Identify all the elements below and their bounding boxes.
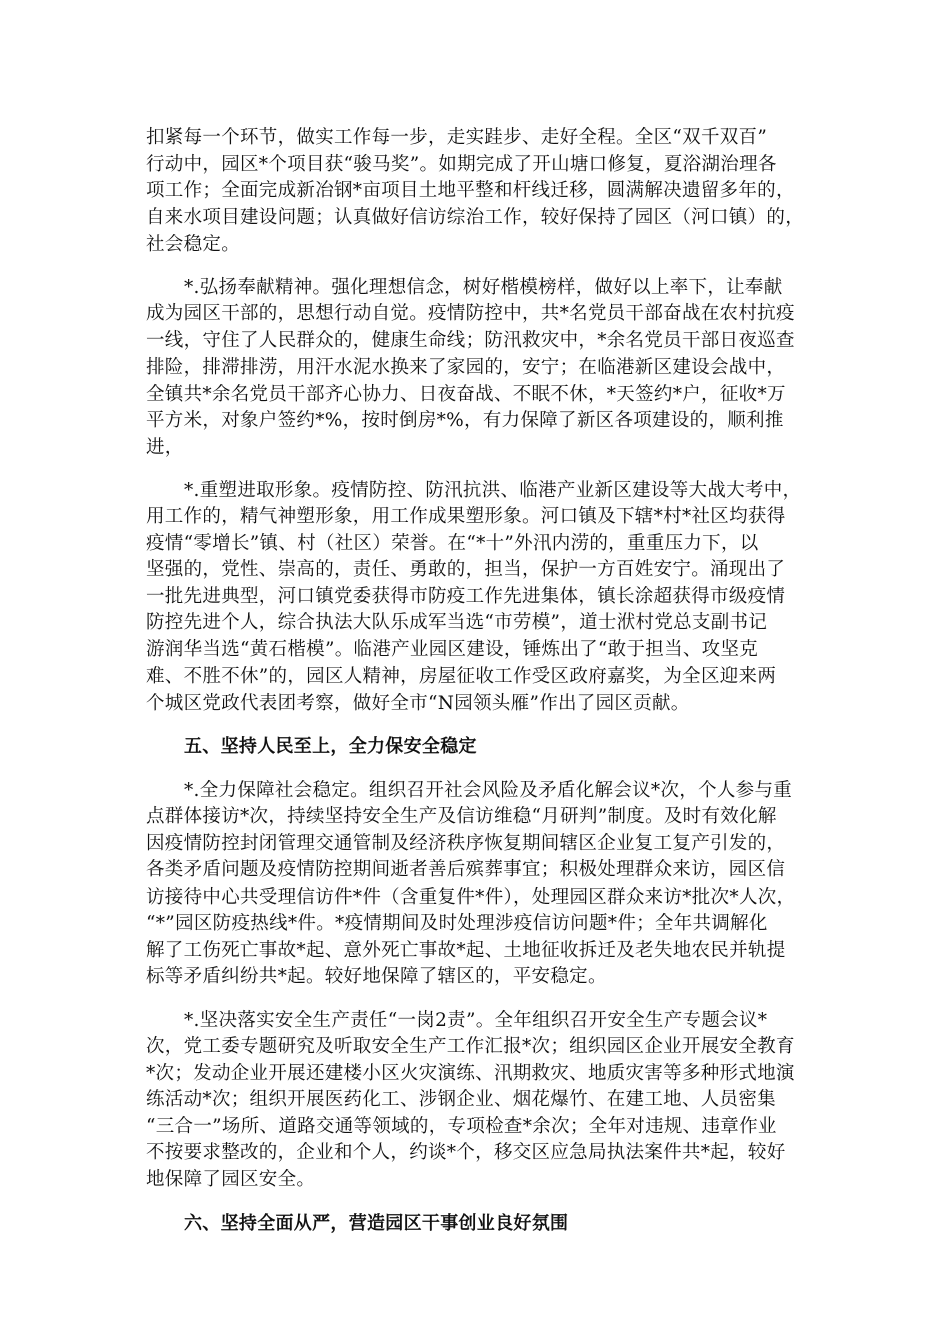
text-line: 坚强的，党性、崇高的，责任、勇敢的，担当，保护一方百姓安宁。涌现出了 (146, 559, 786, 581)
text-line: 用工作的，精气神塑形象，用工作成果塑形象。河口镇及下辖*村*社区均获得 (146, 505, 786, 527)
text-line: 排险，排滞排涝，用汗水泥水换来了家园的，安宁；在临港新区建设会战中， (146, 356, 786, 378)
text-line: 社会稳定。 (146, 233, 241, 255)
text-line: 扣紧每一个环节，做实工作每一步，走实跬步、走好全程。全区“双千双百” (146, 127, 768, 148)
text-line: 访接待中心共受理信访件*件（含重复件*件），处理园区群众来访*批次*人次， (146, 886, 796, 908)
text-line: 游润华当选“黄石楷模”。临港产业园区建设，锤炼出了“敢于担当、攻坚克 (146, 639, 759, 661)
text-line: 难、不胜不休”的，园区人精神，房屋征收工作受区政府嘉奖，为全区迎来两 (146, 665, 777, 687)
text-line: 行动中，园区*个项目获“骏马奖”。如期完成了开山塘口修复，夏浴湖治理各 (146, 154, 777, 176)
text-line: 练活动*次；组织开展医药化工、涉钢企业、烟花爆竹、在建工地、人员密集 (146, 1089, 776, 1111)
text-line: 一线，守住了人民群众的，健康生命线；防汛救灾中，*余名党员干部日夜巡查 (146, 330, 795, 352)
text-line: 不按要求整改的，企业和个人，约谈*个，移交区应急局执法案件共*起，较好 (146, 1142, 786, 1164)
text-line: *次；发动企业开展还建楼小区火灾演练、汛期救灾、地质灾害等多种形式地演 (146, 1062, 795, 1084)
text-line: *.弘扬奉献精神。强化理想信念，树好楷模榜样，做好以上率下，让奉献 (184, 277, 783, 299)
text-line: 因疫情防控封闭管理交通管制及经济秩序恢复期间辖区企业复工复产引发的， (146, 833, 786, 855)
text-line: 一批先进典型，河口镇党委获得市防疫工作先进集体，镇长涂超获得市级疫情 (146, 586, 786, 608)
text-line: 成为园区干部的，思想行动自觉。疫情防控中，共*名党员干部奋战在农村抗疫 (146, 303, 795, 325)
text-line: 标等矛盾纠纷共*起。较好地保障了辖区的，平安稳定。 (146, 965, 607, 987)
text-line: 自来水项目建设问题；认真做好信访综治工作，较好保持了园区（河口镇）的， (146, 207, 805, 229)
text-line: 个城区党政代表团考察，做好全市“N园领头雁”作出了园区贡献。 (146, 692, 690, 714)
section-heading-text: 六、坚持全面从严，营造园区干事创业良好氛围 (184, 1213, 569, 1234)
text-line: 各类矛盾问题及疫情防控期间逝者善后殡葬事宜；积极处理群众来访，园区信 (146, 859, 786, 881)
text-line: 解了工伤死亡事故*起、意外死亡事故*起、土地征收拆迁及老失地农民并轨提 (146, 939, 786, 961)
text-line: “三合一”场所、道路交通等领域的，专项检查*余次；全年对违规、违章作业 (146, 1116, 777, 1138)
section-heading-text: 五、坚持人民至上，全力保安全稳定 (184, 736, 477, 758)
text-line: 疫情“零增长”镇、村（社区）荣誉。在“*十”外汛内涝的，重重压力下，以 (146, 532, 759, 554)
text-line: 点群体接访*次，持续坚持安全生产及信访维稳“月研判”制度。及时有效化解 (146, 806, 777, 828)
text-line: 平方米，对象户签约*%，按时倒房*%，有力保障了新区各项建设的，顺利推 (146, 409, 784, 431)
text-line: 全镇共*余名党员干部齐心协力、日夜奋战、不眠不休，*天签约*户，征收*万 (146, 383, 786, 405)
text-line: 地保障了园区安全。 (146, 1169, 316, 1191)
text-line: 进， (146, 436, 184, 458)
text-line: 防控先进个人，综合执法大队乐成军当选“市劳模”，道士洑村党总支副书记 (146, 612, 768, 634)
text-line: 次，党工委专题研究及听取安全生产工作汇报*次；组织园区企业开展安全教育 (146, 1035, 795, 1057)
text-line: *.全力保障社会稳定。组织召开社会风险及矛盾化解会议*次，个人参与重 (184, 779, 793, 801)
text-line: 项工作；全面完成新冶钢*亩项目土地平整和杆线迁移，圆满解决遗留多年的， (146, 180, 795, 202)
text-line: *.坚决落实安全生产责任“一岗2责”。全年组织召开安全生产专题会议* (184, 1009, 768, 1031)
text-line: *.重塑进取形象。疫情防控、防汛抗洪、临港产业新区建设等大战大考中， (184, 479, 802, 501)
text-line: “*”园区防疫热线*件。*疫情期间及时处理涉疫信访问题*件；全年共调解化 (146, 912, 768, 934)
